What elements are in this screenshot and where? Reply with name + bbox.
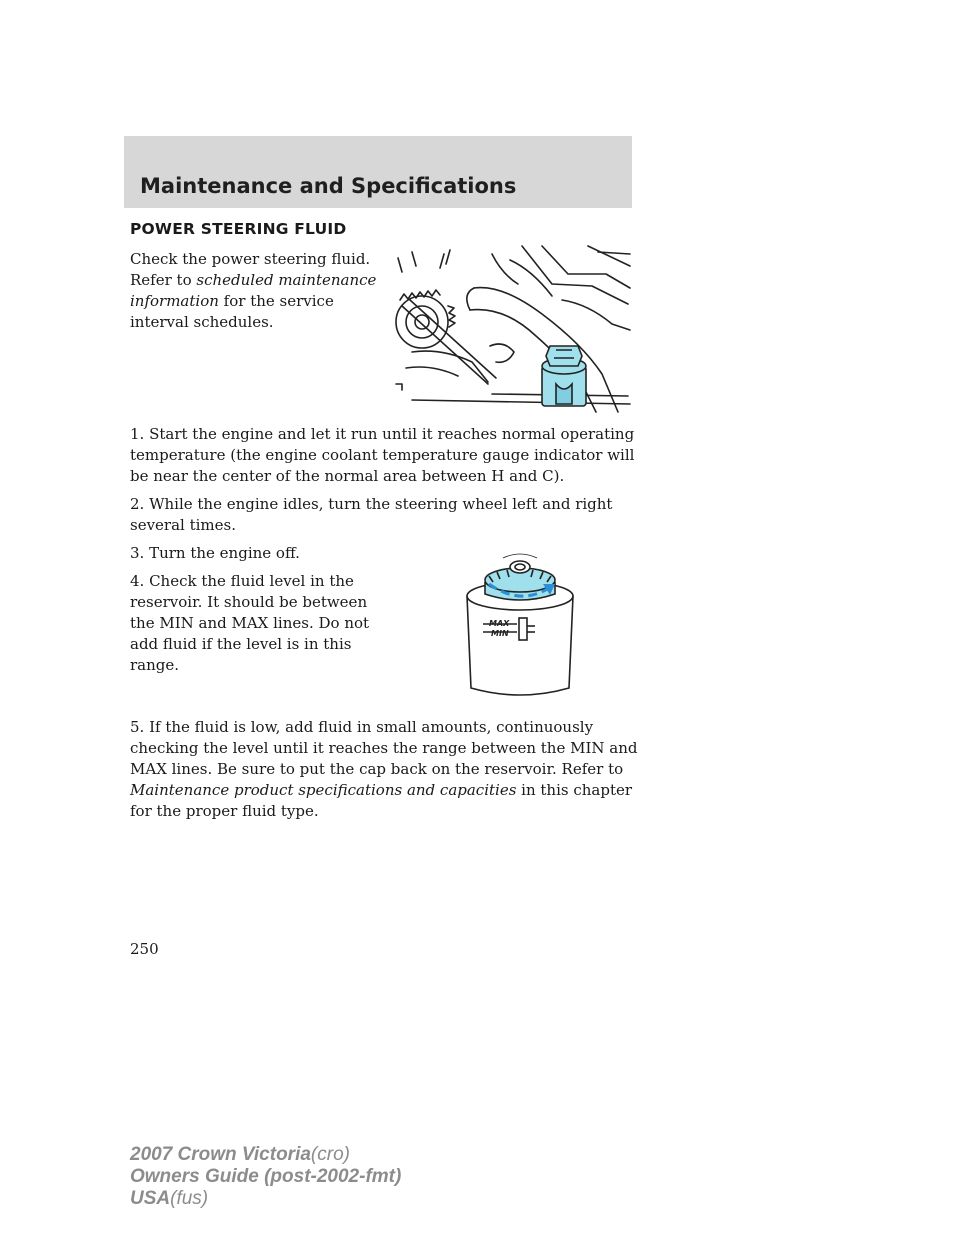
- footer-market-code: (fus): [170, 1188, 209, 1209]
- step-2: 2. While the engine idles, turn the steering wheel left and right several times.: [130, 495, 613, 534]
- step-1: 1. Start the engine and let it run until it reaches normal operating temperature (the engine coolant temperature gauge indicator will be near the center of the normal area between H and C).: [130, 425, 635, 485]
- chapter-header-band: [124, 136, 632, 208]
- footer-line-3: [130, 1188, 401, 1210]
- intro-text-before: Check the power steering fluid. Refer to: [130, 250, 371, 289]
- footer-model-code: (cro): [310, 1144, 350, 1165]
- step-5-italic-reference: Maintenance product specifications and capacities: [130, 781, 517, 799]
- intro-text-after: for the service interval schedules.: [130, 292, 334, 331]
- document-footer: [130, 1144, 401, 1210]
- engine-bay-illustration: [392, 244, 632, 414]
- reservoir-illustration: [455, 540, 585, 700]
- footer-market: USA: [130, 1188, 171, 1209]
- footer-line-1: [130, 1144, 401, 1166]
- page-number: 250: [130, 940, 159, 958]
- chapter-title: Maintenance and Specifications: [140, 174, 517, 198]
- max-label: MAX: [489, 619, 510, 628]
- step-3: 3. Turn the engine off.: [130, 544, 300, 562]
- step-5-text-after: in this chapter for the proper fluid type.: [130, 781, 633, 820]
- footer-line-2: [130, 1166, 401, 1188]
- footer-guide-format: Owners Guide (post-2002-fmt): [130, 1166, 402, 1187]
- section-heading: POWER STEERING FLUID: [130, 220, 347, 238]
- step-5: [130, 717, 640, 822]
- min-label: MIN: [491, 629, 509, 638]
- intro-italic-reference: scheduled maintenance information: [130, 271, 377, 310]
- step-5-text-before: 5. If the fluid is low, add fluid in small amounts, continuously checking the level until it reaches the range between the MIN and MAX lines. Be sure to put the cap back on the reservoir. Refer to: [130, 718, 638, 778]
- footer-model: 2007 Crown Victoria: [130, 1144, 311, 1165]
- step-4: 4. Check the fluid level in the reservoir. It should be between the MIN and MAX lines. Do not add fluid if the level is in this range.: [130, 572, 370, 674]
- intro-paragraph: [130, 249, 380, 333]
